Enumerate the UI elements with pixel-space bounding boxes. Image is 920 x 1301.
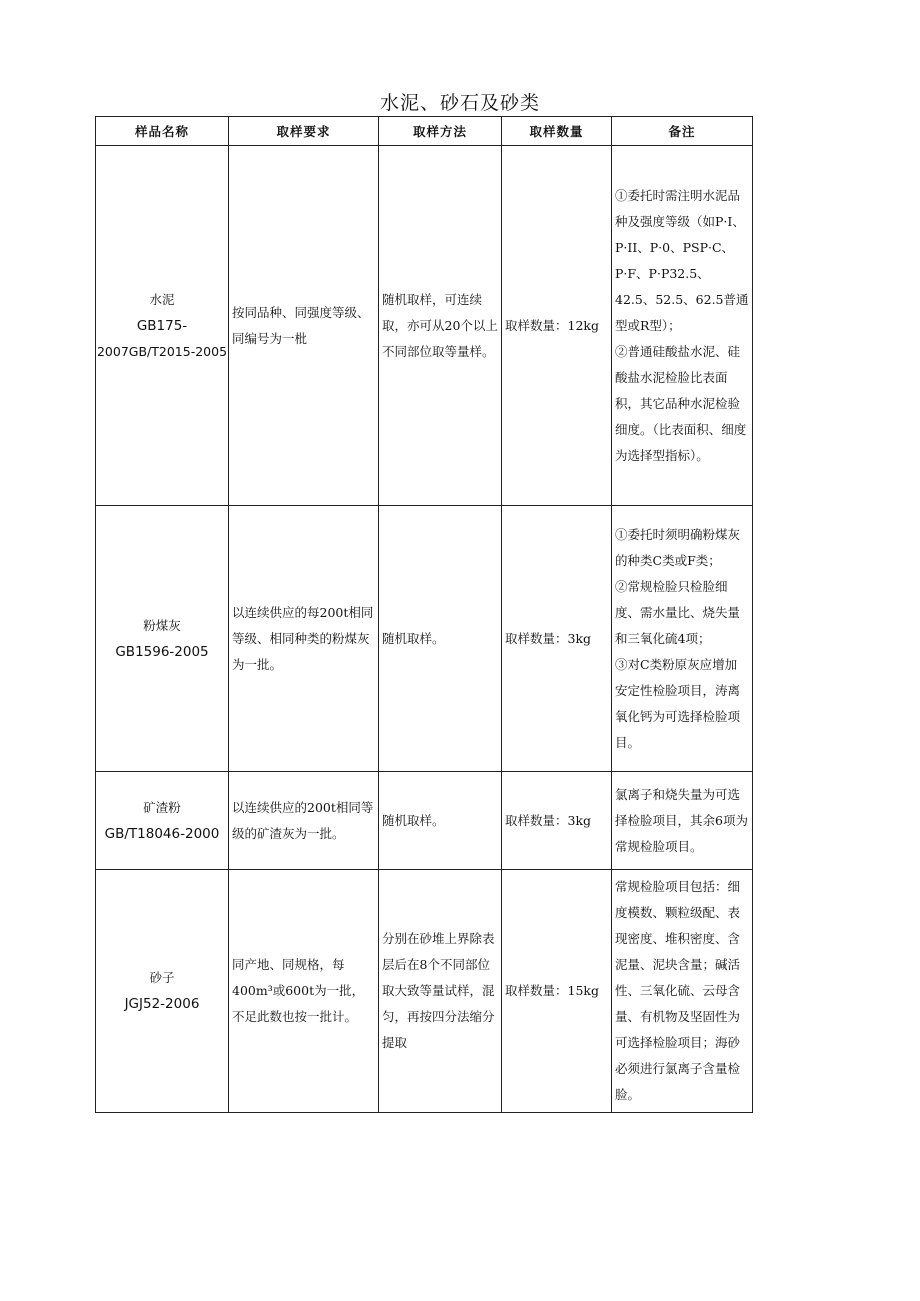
notes-cell [612, 146, 753, 506]
quantity-text: 取样数量：3kg [505, 812, 592, 828]
header-quantity: 取样数量 [502, 117, 612, 146]
quantity-cell [502, 146, 612, 506]
sample-standard-line: 2007GB/T2015-2005 [96, 343, 228, 359]
quantity-cell [502, 870, 612, 1113]
method-text: 分别在砂堆上界除表层后在8个不同部位取大致等量试样，混匀，再按四分法缩分提取 [382, 931, 495, 1050]
quantity-cell [502, 506, 612, 772]
sample-name-cell [96, 772, 229, 870]
quantity-text: 取样数量：15kg [505, 983, 599, 998]
requirement-text: 按同品种、同强度等级、同编号为一枇 [232, 304, 370, 346]
notes-cell [612, 772, 753, 870]
sample-standard-line: JGJ52-2006 [124, 996, 200, 1012]
notes-cell [612, 870, 753, 1113]
header-notes: 备注 [612, 117, 753, 146]
note-line: ②常规检脸只检脸细度、需水量比、烧失量和三氧化硫4项； [615, 578, 741, 646]
sample-name: 矿渣粉 [143, 799, 181, 815]
note-line: ①委托时需注明水泥品种及强度等级（如P·I、P·II、P·0、PSP·C、P·F、P·P32.5、42.5、52.5、62.5普通型或R型）； [615, 187, 749, 333]
note-line: ①委托时须明确粉煤灰的种类C类或F类； [615, 526, 741, 568]
method-text: 随机取样。 [382, 812, 445, 828]
note-line: 常规检脸项目包括：细度模数、颗粒级配、表现密度、堆积密度、含泥量、泥块含量；碱活性、三氧化硫、云母含量、有机物及坚固性为可选择检脸项目；海砂必须进行氯离子含量检脸。 [615, 879, 741, 1102]
quantity-text: 取样数量：12kg [505, 317, 599, 333]
sample-name-cell [96, 506, 229, 772]
notes-cell [612, 506, 753, 772]
sample-standard-line: GB1596-2005 [115, 643, 209, 660]
sample-name-cell [96, 146, 229, 506]
note-line: ②普通硅酸盐水泥、硅酸盐水泥检脸比表面积，其它品种水泥检验细度。（比表面积、细度为选择型指标）。 [615, 343, 747, 463]
table-header-row [96, 117, 753, 146]
sample-name: 粉煤灰 [143, 617, 181, 633]
requirement-text: 同产地、同规格，每400m³或600t为一批，不足此数也按一批计。 [232, 957, 365, 1024]
note-line: ③对C类粉原灰应增加安定性检脸项目，涛离氧化钙为可选择检脸项目。 [615, 656, 741, 750]
requirement-text: 以连续供应的200t相同等级的矿渣灰为一批。 [232, 799, 374, 841]
table-row [96, 870, 753, 1113]
requirement-cell [229, 772, 379, 870]
method-text: 随机取样。 [382, 630, 445, 646]
table-row [96, 146, 753, 506]
note-line: 氯离子和烧失量为可选择检脸项目，其余6项为常规检脸项目。 [615, 786, 748, 854]
requirement-text: 以连续供应的每200t相同等级、相同种类的粉煤灰为一批。 [232, 604, 374, 672]
method-cell [379, 772, 502, 870]
requirement-cell [229, 506, 379, 772]
sample-standard-line: GB/T18046-2000 [104, 825, 220, 842]
header-sample-name: 样品名称 [96, 117, 229, 146]
table-row [96, 506, 753, 772]
requirement-cell [229, 146, 379, 506]
header-requirement: 取样要求 [229, 117, 379, 146]
sample-name-cell [96, 870, 229, 1113]
quantity-cell [502, 772, 612, 870]
header-method: 取样方法 [379, 117, 502, 146]
quantity-text: 取样数量：3kg [505, 630, 592, 646]
method-cell [379, 146, 502, 506]
method-cell [379, 870, 502, 1113]
sample-name: 水泥 [149, 291, 175, 307]
method-cell [379, 506, 502, 772]
requirement-cell [229, 870, 379, 1113]
sampling-table [95, 116, 753, 1113]
sample-name: 砂子 [149, 970, 175, 985]
method-text: 随机取样，可连续取，亦可从20个以上不同部位取等量样。 [382, 291, 498, 359]
table-row [96, 772, 753, 870]
sample-standard-line: GB175- [136, 317, 188, 334]
page-title: 水泥、砂石及砂类 [379, 92, 540, 114]
